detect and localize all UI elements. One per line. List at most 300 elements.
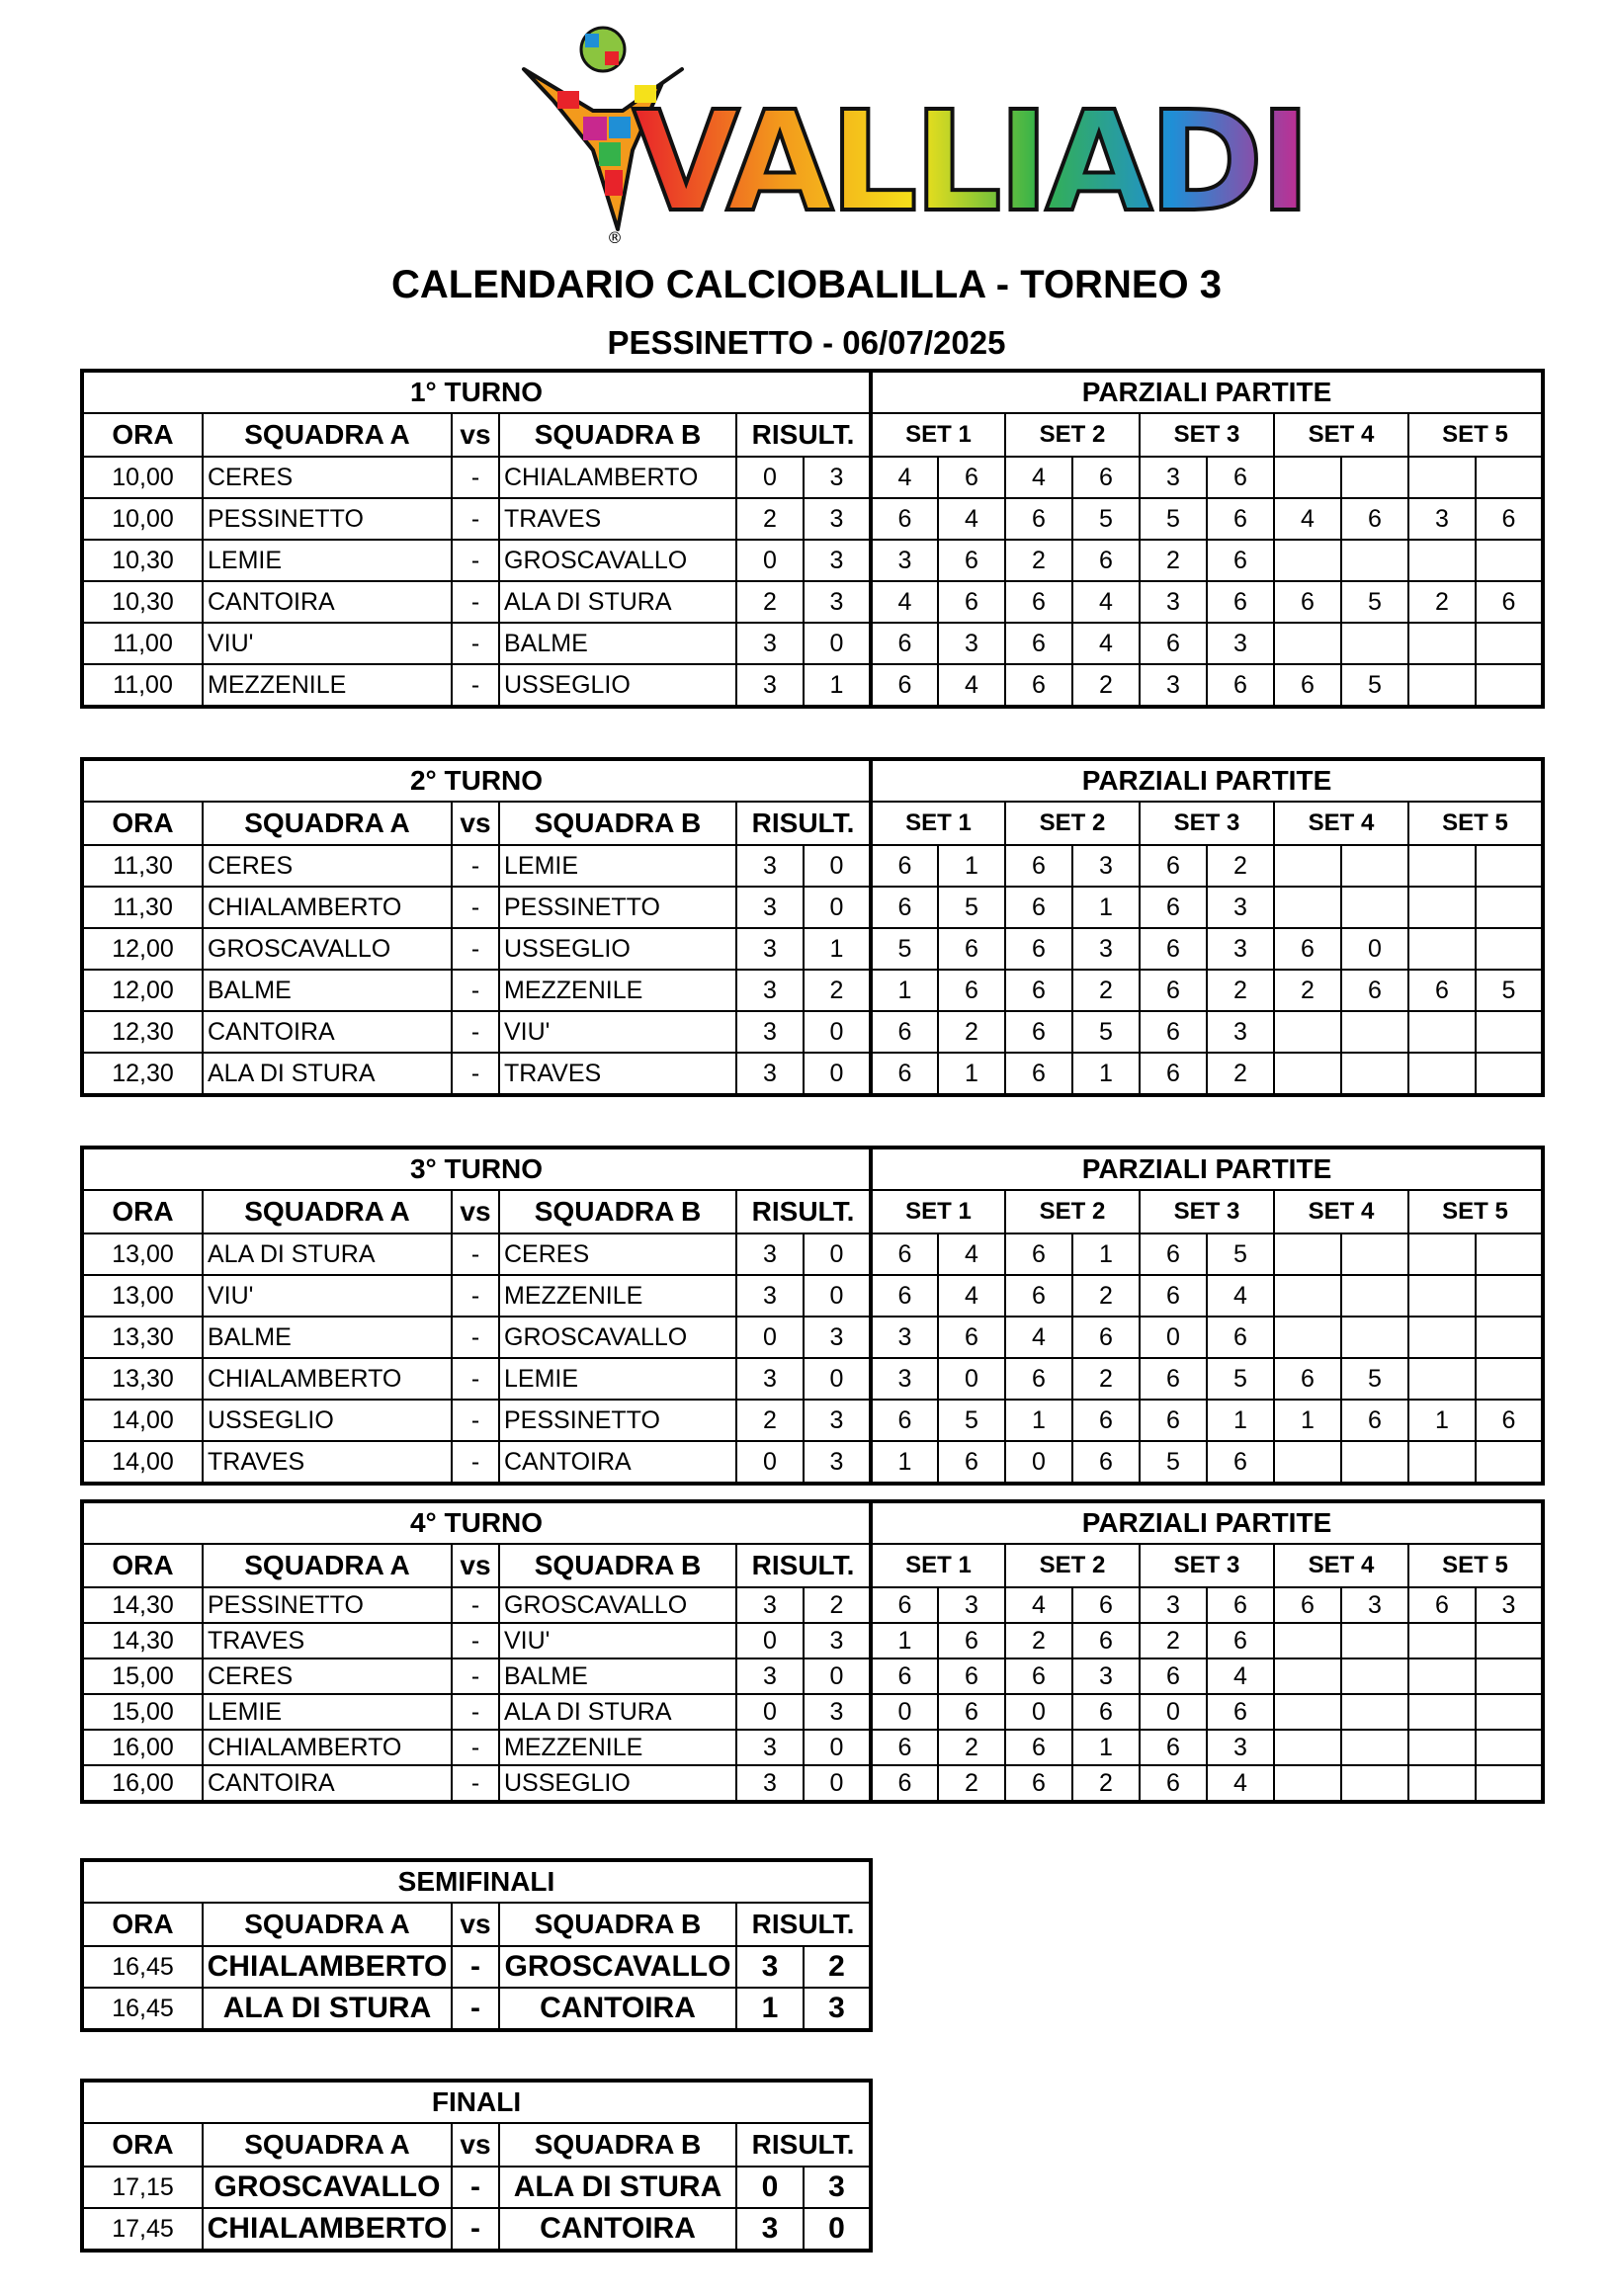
set-score: 4: [1005, 457, 1072, 498]
set-score: 2: [1072, 1358, 1140, 1400]
logo-wordmark: VALLIADI: [633, 82, 1308, 243]
set-score: 5: [1207, 1233, 1274, 1275]
set-score: 1: [1408, 1400, 1476, 1441]
vs-separator: -: [452, 1946, 499, 1988]
set-score: 6: [1207, 1694, 1274, 1730]
set-score: [1476, 887, 1543, 928]
score-b: 3: [804, 1694, 871, 1730]
score-a: 2: [736, 581, 804, 623]
set-score: 3: [1072, 845, 1140, 887]
team-a: LEMIE: [203, 540, 452, 581]
set-score: 6: [1207, 581, 1274, 623]
set-score: [1476, 1694, 1543, 1730]
set-score: 3: [871, 1317, 938, 1358]
set-score: [1476, 1658, 1543, 1694]
team-a: TRAVES: [203, 1441, 452, 1484]
set-score: 1: [1072, 887, 1140, 928]
table-row: [82, 1988, 871, 2030]
score-b: 2: [804, 970, 871, 1011]
score-a: 3: [736, 1358, 804, 1400]
col-vs: vs: [452, 2123, 499, 2167]
set-score: 3: [1476, 1587, 1543, 1623]
score-b: 0: [804, 845, 871, 887]
set-score: 0: [1005, 1441, 1072, 1484]
table-row: [82, 845, 1543, 887]
set-score: 3: [1341, 1587, 1408, 1623]
team-a: PESSINETTO: [203, 1587, 452, 1623]
match-time: 16,45: [82, 1946, 203, 1988]
set-score: 6: [1072, 1694, 1140, 1730]
set-score: 2: [1207, 970, 1274, 1011]
set-score: [1476, 1623, 1543, 1658]
set-score: 2: [1274, 970, 1341, 1011]
set-score: 6: [1072, 1587, 1140, 1623]
match-time: 14,30: [82, 1623, 203, 1658]
set-score: [1341, 1694, 1408, 1730]
table-row: [82, 1623, 1543, 1658]
set-score: [1476, 1275, 1543, 1317]
team-b: CANTOIRA: [499, 2208, 736, 2251]
team-b: USSEGLIO: [499, 664, 736, 707]
match-time: 12,30: [82, 1011, 203, 1053]
match-time: 17,15: [82, 2167, 203, 2208]
col-squadra-a: SQUADRA A: [203, 1544, 452, 1587]
team-b: GROSCAVALLO: [499, 1946, 736, 1988]
col-squadra-b: SQUADRA B: [499, 413, 736, 457]
set-score: 2: [1072, 1275, 1140, 1317]
col-squadra-b: SQUADRA B: [499, 1190, 736, 1233]
set-score: [1408, 1765, 1476, 1802]
round-table: [80, 1499, 1545, 1804]
team-b: ALA DI STURA: [499, 1694, 736, 1730]
match-time: 11,30: [82, 845, 203, 887]
set-score: 6: [871, 498, 938, 540]
set-score: 6: [938, 581, 1005, 623]
col-ora: ORA: [82, 1190, 203, 1233]
team-b: ALA DI STURA: [499, 2167, 736, 2208]
set-score: 2: [1072, 1765, 1140, 1802]
set-score: 2: [1140, 540, 1207, 581]
col-ora: ORA: [82, 1544, 203, 1587]
set-score: 2: [1005, 1623, 1072, 1658]
set-score: 3: [1072, 928, 1140, 970]
set-score: [1408, 928, 1476, 970]
set-score: [1408, 887, 1476, 928]
set-score: 0: [871, 1694, 938, 1730]
match-time: 12,00: [82, 928, 203, 970]
set-score: [1476, 1053, 1543, 1095]
set-score: 6: [1207, 498, 1274, 540]
score-b: 3: [804, 2167, 871, 2208]
round-table: [80, 757, 1545, 1097]
set-score: [1408, 1358, 1476, 1400]
set-score: 5: [871, 928, 938, 970]
set-score: 5: [1341, 664, 1408, 707]
col-risult: RISULT.: [736, 1903, 871, 1946]
set-score: 6: [871, 1587, 938, 1623]
table-row: [82, 623, 1543, 664]
team-a: CANTOIRA: [203, 1011, 452, 1053]
set-score: [1341, 845, 1408, 887]
set-score: 6: [1140, 1765, 1207, 1802]
team-a: CHIALAMBERTO: [203, 2208, 452, 2251]
set-score: [1408, 664, 1476, 707]
col-squadra-a: SQUADRA A: [203, 2123, 452, 2167]
score-a: 3: [736, 970, 804, 1011]
table-row: [82, 2208, 871, 2251]
table-row: [82, 1694, 1543, 1730]
set-score: [1408, 623, 1476, 664]
set-score: 4: [871, 581, 938, 623]
score-b: 1: [804, 928, 871, 970]
set-score: 1: [871, 1623, 938, 1658]
set-score: 6: [1140, 970, 1207, 1011]
set-score: 6: [1005, 928, 1072, 970]
set-score: 6: [1408, 970, 1476, 1011]
set-score: [1476, 1011, 1543, 1053]
set-score: 6: [1005, 970, 1072, 1011]
partials-title: PARZIALI PARTITE: [871, 371, 1543, 413]
score-b: 0: [804, 1658, 871, 1694]
table-row: [82, 457, 1543, 498]
team-b: TRAVES: [499, 498, 736, 540]
set-score: 6: [871, 845, 938, 887]
team-a: TRAVES: [203, 1623, 452, 1658]
vs-separator: -: [452, 1730, 499, 1765]
vs-separator: -: [452, 1275, 499, 1317]
team-a: BALME: [203, 1317, 452, 1358]
table-row: [82, 581, 1543, 623]
team-b: MEZZENILE: [499, 1730, 736, 1765]
set-score: [1341, 1441, 1408, 1484]
col-ora: ORA: [82, 2123, 203, 2167]
vs-separator: -: [452, 887, 499, 928]
set-score: [1274, 1623, 1341, 1658]
set-score: [1408, 1623, 1476, 1658]
score-b: 3: [804, 1441, 871, 1484]
set-score: 4: [1274, 498, 1341, 540]
team-a: CERES: [203, 845, 452, 887]
set-score: 5: [1072, 498, 1140, 540]
match-time: 10,00: [82, 498, 203, 540]
score-a: 3: [736, 1946, 804, 1988]
set-score: 1: [871, 970, 938, 1011]
set-score: 6: [1072, 1623, 1140, 1658]
set-score: 6: [1072, 1441, 1140, 1484]
set-score: 6: [1005, 887, 1072, 928]
set-score: 6: [1005, 1658, 1072, 1694]
team-b: PESSINETTO: [499, 1400, 736, 1441]
set-score: [1341, 1623, 1408, 1658]
page-subtitle: PESSINETTO - 06/07/2025: [607, 324, 1006, 361]
set-score: 6: [1274, 1587, 1341, 1623]
score-a: 3: [736, 623, 804, 664]
vs-separator: -: [452, 2167, 499, 2208]
team-a: USSEGLIO: [203, 1400, 452, 1441]
score-b: 3: [804, 581, 871, 623]
score-b: 0: [804, 1233, 871, 1275]
score-a: 0: [736, 1694, 804, 1730]
team-b: VIU': [499, 1011, 736, 1053]
team-b: VIU': [499, 1623, 736, 1658]
set-score: 3: [1207, 623, 1274, 664]
set-score: [1341, 623, 1408, 664]
team-b: LEMIE: [499, 1358, 736, 1400]
set-score: 6: [938, 1317, 1005, 1358]
set-score: [1274, 845, 1341, 887]
score-b: 0: [804, 1275, 871, 1317]
set-score: 6: [1274, 928, 1341, 970]
partials-title: PARZIALI PARTITE: [871, 1501, 1543, 1544]
team-a: CHIALAMBERTO: [203, 1358, 452, 1400]
set-score: 6: [1140, 1400, 1207, 1441]
set-score: 3: [1207, 928, 1274, 970]
team-a: CANTOIRA: [203, 1765, 452, 1802]
set-score: 6: [871, 1658, 938, 1694]
match-time: 11,00: [82, 664, 203, 707]
set-score: 4: [1207, 1765, 1274, 1802]
match-time: 15,00: [82, 1658, 203, 1694]
set-score: 4: [1207, 1275, 1274, 1317]
set-score: 6: [1005, 1275, 1072, 1317]
set-score: 6: [1005, 1011, 1072, 1053]
set-score: 6: [1005, 623, 1072, 664]
team-b: BALME: [499, 623, 736, 664]
score-b: 0: [804, 1765, 871, 1802]
set-score: [1341, 1658, 1408, 1694]
col-risult: RISULT.: [736, 2123, 871, 2167]
set-score: 6: [1140, 1275, 1207, 1317]
col-set-2: SET 2: [1005, 413, 1140, 457]
set-score: 6: [1207, 1317, 1274, 1358]
set-score: [1476, 845, 1543, 887]
table-row: [82, 1441, 1543, 1484]
score-a: 3: [736, 1233, 804, 1275]
set-score: 6: [1341, 1400, 1408, 1441]
set-score: 2: [938, 1730, 1005, 1765]
round-table: [80, 1146, 1545, 1486]
match-time: 16,45: [82, 1988, 203, 2030]
table-row: [82, 1400, 1543, 1441]
team-a: ALA DI STURA: [203, 1988, 452, 2030]
score-b: 0: [804, 1730, 871, 1765]
set-score: 0: [1005, 1694, 1072, 1730]
set-score: 6: [1072, 1400, 1140, 1441]
col-set-2: SET 2: [1005, 1544, 1140, 1587]
set-score: [1408, 457, 1476, 498]
set-score: 6: [1274, 1358, 1341, 1400]
set-score: 0: [938, 1358, 1005, 1400]
set-score: [1408, 1694, 1476, 1730]
set-score: [1274, 887, 1341, 928]
set-score: [1274, 1441, 1341, 1484]
set-score: [1274, 1053, 1341, 1095]
table-row: [82, 1053, 1543, 1095]
set-score: 4: [871, 457, 938, 498]
set-score: 5: [1140, 498, 1207, 540]
set-score: 1: [1005, 1400, 1072, 1441]
match-time: 10,30: [82, 581, 203, 623]
score-a: 2: [736, 498, 804, 540]
set-score: [1274, 1317, 1341, 1358]
set-score: 6: [1140, 928, 1207, 970]
set-score: [1341, 1730, 1408, 1765]
set-score: [1476, 664, 1543, 707]
col-set-3: SET 3: [1140, 1544, 1274, 1587]
table-row: [82, 928, 1543, 970]
set-score: 6: [871, 664, 938, 707]
score-a: 0: [736, 1317, 804, 1358]
score-b: 3: [804, 1623, 871, 1658]
set-score: 6: [871, 623, 938, 664]
team-b: CHIALAMBERTO: [499, 457, 736, 498]
score-b: 0: [804, 887, 871, 928]
set-score: 6: [871, 1765, 938, 1802]
col-ora: ORA: [82, 802, 203, 845]
set-score: [1476, 540, 1543, 581]
partials-title: PARZIALI PARTITE: [871, 759, 1543, 802]
team-a: ALA DI STURA: [203, 1233, 452, 1275]
vs-separator: -: [452, 1765, 499, 1802]
set-score: 0: [1140, 1317, 1207, 1358]
team-a: PESSINETTO: [203, 498, 452, 540]
score-b: 3: [804, 540, 871, 581]
set-score: 6: [1476, 581, 1543, 623]
col-set-4: SET 4: [1274, 413, 1408, 457]
set-score: 6: [1207, 664, 1274, 707]
table-row: [82, 970, 1543, 1011]
score-b: 0: [804, 1358, 871, 1400]
score-b: 0: [804, 1053, 871, 1095]
set-score: 6: [938, 457, 1005, 498]
set-score: 3: [1140, 1587, 1207, 1623]
score-a: 3: [736, 1275, 804, 1317]
set-score: 2: [1072, 664, 1140, 707]
set-score: 6: [1072, 1317, 1140, 1358]
set-score: [1408, 1053, 1476, 1095]
set-score: [1274, 1730, 1341, 1765]
score-a: 2: [736, 1400, 804, 1441]
set-score: 1: [938, 1053, 1005, 1095]
set-score: 6: [871, 1275, 938, 1317]
col-ora: ORA: [82, 413, 203, 457]
col-squadra-b: SQUADRA B: [499, 802, 736, 845]
vs-separator: -: [452, 2208, 499, 2251]
table-row: [82, 1358, 1543, 1400]
vs-separator: -: [452, 1233, 499, 1275]
team-a: VIU': [203, 1275, 452, 1317]
vs-separator: -: [452, 1623, 499, 1658]
score-a: 3: [736, 1730, 804, 1765]
set-score: [1341, 457, 1408, 498]
score-a: 3: [736, 1587, 804, 1623]
col-vs: vs: [452, 1903, 499, 1946]
col-set-4: SET 4: [1274, 802, 1408, 845]
set-score: 6: [1140, 845, 1207, 887]
set-score: [1476, 1317, 1543, 1358]
set-score: 5: [1140, 1441, 1207, 1484]
set-score: 4: [938, 664, 1005, 707]
match-time: 13,00: [82, 1275, 203, 1317]
set-score: 6: [871, 1011, 938, 1053]
valliadi-logo: [514, 22, 1308, 249]
set-score: 2: [938, 1011, 1005, 1053]
set-score: [1408, 1441, 1476, 1484]
team-b: MEZZENILE: [499, 970, 736, 1011]
col-set-5: SET 5: [1408, 413, 1543, 457]
score-a: 3: [736, 2208, 804, 2251]
set-score: 1: [1072, 1053, 1140, 1095]
svg-text:®: ®: [607, 228, 623, 247]
set-score: 6: [1140, 623, 1207, 664]
score-b: 3: [804, 1317, 871, 1358]
set-score: 6: [1341, 498, 1408, 540]
set-score: [1341, 540, 1408, 581]
set-score: [1341, 1765, 1408, 1802]
set-score: [1476, 928, 1543, 970]
score-a: 3: [736, 845, 804, 887]
vs-separator: -: [452, 1658, 499, 1694]
set-score: 6: [1072, 457, 1140, 498]
set-score: 5: [938, 1400, 1005, 1441]
set-score: 2: [1072, 970, 1140, 1011]
table-row: [82, 887, 1543, 928]
team-b: USSEGLIO: [499, 1765, 736, 1802]
set-score: 5: [938, 887, 1005, 928]
set-score: [1274, 1011, 1341, 1053]
team-a: LEMIE: [203, 1694, 452, 1730]
set-score: [1341, 1275, 1408, 1317]
table-row: [82, 1233, 1543, 1275]
score-b: 1: [804, 664, 871, 707]
score-a: 3: [736, 664, 804, 707]
team-a: CERES: [203, 1658, 452, 1694]
score-a: 0: [736, 1441, 804, 1484]
score-a: 3: [736, 1765, 804, 1802]
set-score: 4: [938, 1233, 1005, 1275]
set-score: 2: [938, 1765, 1005, 1802]
vs-separator: -: [452, 581, 499, 623]
score-b: 2: [804, 1946, 871, 1988]
match-time: 16,00: [82, 1730, 203, 1765]
finals-title: SEMIFINALI: [82, 1860, 871, 1903]
set-score: 2: [1408, 581, 1476, 623]
set-score: [1408, 1658, 1476, 1694]
col-vs: vs: [452, 413, 499, 457]
table-row: [82, 1730, 1543, 1765]
table-row: [82, 1946, 871, 1988]
set-score: 6: [871, 1233, 938, 1275]
set-score: 6: [1005, 1730, 1072, 1765]
set-score: 6: [1274, 581, 1341, 623]
round-title: 4° TURNO: [82, 1501, 871, 1544]
set-score: 3: [1207, 887, 1274, 928]
set-score: [1341, 1317, 1408, 1358]
score-b: 3: [804, 1988, 871, 2030]
team-b: LEMIE: [499, 845, 736, 887]
col-squadra-a: SQUADRA A: [203, 1903, 452, 1946]
vs-separator: -: [452, 1358, 499, 1400]
col-ora: ORA: [82, 1903, 203, 1946]
team-b: TRAVES: [499, 1053, 736, 1095]
round-title: 3° TURNO: [82, 1148, 871, 1190]
team-b: CANTOIRA: [499, 1988, 736, 2030]
set-score: 6: [1140, 1730, 1207, 1765]
team-a: GROSCAVALLO: [203, 2167, 452, 2208]
col-squadra-b: SQUADRA B: [499, 1544, 736, 1587]
set-score: 1: [1072, 1730, 1140, 1765]
vs-separator: -: [452, 540, 499, 581]
